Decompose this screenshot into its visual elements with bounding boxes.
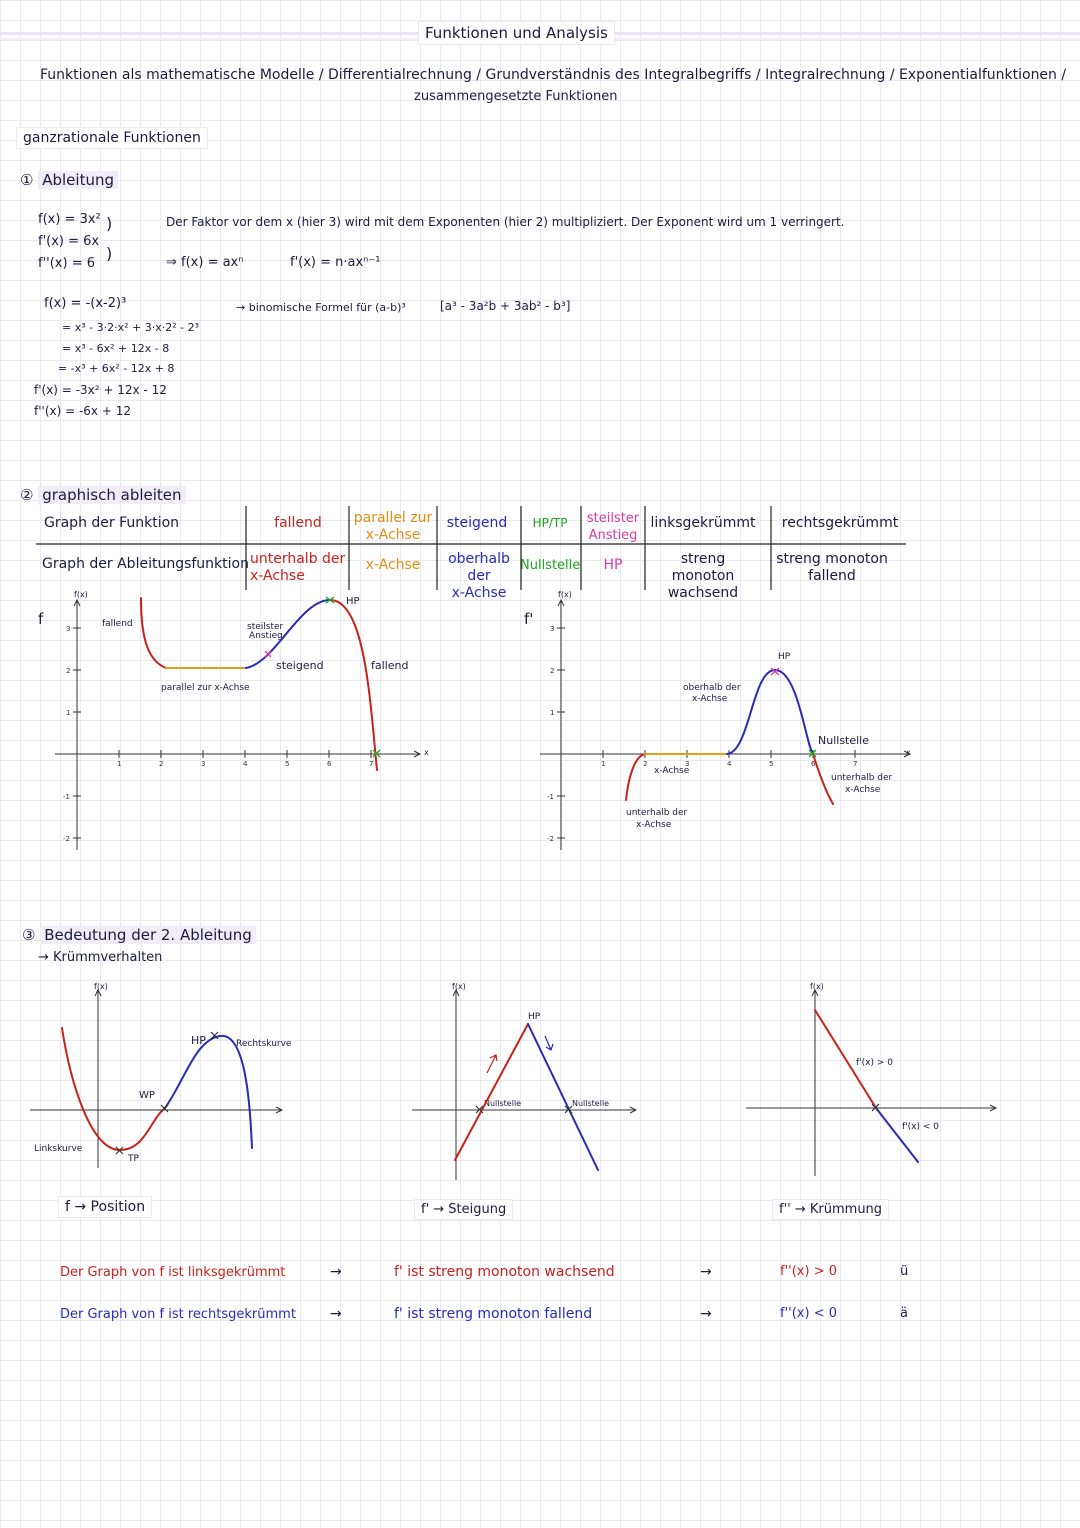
g2-ylab: f(x) xyxy=(558,590,572,599)
st-rechts: Der Graph von f ist rechtsgekrümmt xyxy=(60,1307,296,1322)
p3-curve-red xyxy=(815,1010,876,1108)
p2-markers xyxy=(476,1036,572,1113)
cell-nullstelle: Nullstelle xyxy=(520,558,581,573)
p3-ylab: f(x) xyxy=(810,982,824,991)
s1-binom-label: → binomische Formel für (a-b)³ xyxy=(236,301,406,314)
table-row2-head: Graph der Ableitungsfunktion xyxy=(42,556,249,572)
g2-xtick: 4 xyxy=(727,760,732,768)
arrow-2: → xyxy=(330,1306,342,1322)
g2-a-ober2: x-Achse xyxy=(692,694,728,704)
s1-ex-f1: f'(x) = -3x² + 12x - 12 xyxy=(34,383,167,397)
g2-ytick: 2 xyxy=(550,667,555,675)
arrow-3: → xyxy=(700,1264,712,1280)
section-title: ganzrationale Funktionen xyxy=(16,127,208,149)
g2-a-hp: HP xyxy=(778,652,791,662)
p1-rk: Rechtskurve xyxy=(236,1039,292,1049)
g1-ytick: -1 xyxy=(63,793,70,801)
p3-neg: f'(x) < 0 xyxy=(902,1122,939,1132)
topic-5: Exponentialfunktionen xyxy=(899,67,1057,83)
r-pos: f''(x) > 0 xyxy=(780,1264,837,1279)
g2-xtick: 2 xyxy=(643,760,648,768)
s1-brace-2: ) xyxy=(106,244,113,263)
s1-f: f(x) = 3x² xyxy=(38,212,101,227)
p2-hp: HP xyxy=(528,1012,541,1022)
g2-a-ober1: oberhalb der xyxy=(683,683,741,693)
p1-lk: Linkskurve xyxy=(34,1144,83,1154)
g2-curves xyxy=(626,670,833,804)
p1-wp: WP xyxy=(139,1090,155,1101)
g1-xtick: 6 xyxy=(327,760,332,768)
s1-rule-text: Der Faktor vor dem x (hier 3) wird mit dem Exponenten (hier 2) multipliziert. Der Exponent wird um 1 verringert. xyxy=(166,215,845,229)
frown-icon: ӓ xyxy=(900,1306,908,1321)
g1-xtick: 2 xyxy=(159,760,164,768)
g1-ticks xyxy=(73,628,374,838)
p2-curve-blue xyxy=(528,1024,598,1170)
cell-fallend: fallend xyxy=(274,515,322,531)
cell-xachse: x-Achse xyxy=(365,557,421,573)
cell-steilster: steilster Anstieg xyxy=(586,511,640,543)
p2-curve-red xyxy=(455,1024,528,1160)
g2-ytick: -1 xyxy=(547,793,554,801)
g1-xtick: 1 xyxy=(117,760,122,768)
g2-a-unter2: x-Achse xyxy=(845,785,881,795)
g2-xtick: 1 xyxy=(601,760,606,768)
p2-n1: Nullstelle xyxy=(484,1099,522,1108)
p2-axes xyxy=(412,990,636,1180)
s1-ex-f2: f''(x) = -6x + 12 xyxy=(34,404,131,418)
g1-ytick: 1 xyxy=(66,709,71,717)
r-neg: f''(x) < 0 xyxy=(780,1306,837,1321)
g2-ytick: -2 xyxy=(547,835,554,843)
s1-title: Ableitung xyxy=(38,171,118,189)
g2-xtick: 6 xyxy=(811,760,816,768)
g1-ytick: 2 xyxy=(66,667,71,675)
p1-curve-red xyxy=(62,1028,165,1150)
p2-curves xyxy=(455,1024,598,1170)
g1-markers xyxy=(265,597,380,757)
table-row1-head: Graph der Funktion xyxy=(44,515,180,531)
cell-links: linksgekrümmt xyxy=(650,515,756,531)
g1-xtick: 5 xyxy=(285,760,290,768)
g1-fn: f xyxy=(38,610,44,628)
p1-markers xyxy=(116,1032,218,1154)
p3-axes xyxy=(746,990,996,1176)
g1-tick-labels xyxy=(63,625,373,843)
page-title: Funktionen und Analysis xyxy=(418,21,615,45)
p2-arrow-up xyxy=(487,1055,497,1073)
cell-hp: HP xyxy=(603,557,623,573)
s1-binom: [a³ - 3a²b + 3ab² - b³] xyxy=(440,299,571,313)
topic-line: Funktionen als mathematische Modelle / Differentialrechnung / Grundverständnis des Integralbegriffs / Integralrechnung / Exponentialfunktionen / xyxy=(40,67,1067,83)
cell-unterhalb: unterhalb der x-Achse xyxy=(250,551,346,584)
s1-brace-1: ) xyxy=(106,214,113,233)
p1-ylab: f(x) xyxy=(94,982,108,991)
g1-axes xyxy=(55,600,420,850)
g1-xtick: 4 xyxy=(243,760,248,768)
arrow-4: → xyxy=(700,1306,712,1322)
g1-a-steil1: steilster xyxy=(247,622,284,632)
g1-ytick: 3 xyxy=(66,625,71,633)
box-position: f → Position xyxy=(58,1196,152,1218)
g2-ytick: 3 xyxy=(550,625,555,633)
p1-hp: HP xyxy=(191,1034,206,1047)
g2-xtick: 7 xyxy=(853,760,858,768)
g1-a-hp: HP xyxy=(346,596,360,607)
g1-a-steigend: steigend xyxy=(276,659,324,672)
topic-3: Grundverständnis des Integralbegriffs xyxy=(485,67,752,83)
p2-n2: Nullstelle xyxy=(572,1099,610,1108)
s1-number: ① xyxy=(20,171,34,189)
s1-ex-l1: = x³ - 3·2·x² + 3·x·2² - 2³ xyxy=(62,321,199,334)
st-links: Der Graph von f ist linksgekrümmt xyxy=(60,1265,286,1280)
g1-ylab: f(x) xyxy=(74,590,88,599)
cell-parallel: parallel zur x-Achse xyxy=(353,510,433,543)
p3-curves xyxy=(815,1010,918,1162)
g1-a-fallend: fallend xyxy=(102,619,133,629)
cell-fallend2: streng monoton fallend xyxy=(776,551,888,584)
topic-4: Integralrechnung xyxy=(765,67,886,83)
g2-tick-labels xyxy=(547,625,857,843)
p1-curve-blue xyxy=(165,1036,252,1148)
g2-a-null: Nullstelle xyxy=(818,734,870,747)
topic-6: zusammengesetzte Funktionen xyxy=(414,89,618,104)
s3-title: Bedeutung der 2. Ableitung xyxy=(40,926,256,944)
cell-oberhalb: oberhalb der x-Achse xyxy=(448,551,510,601)
s1-f1: f'(x) = 6x xyxy=(38,234,100,249)
s2-title: graphisch ableiten xyxy=(38,486,185,504)
p2-arrow-down xyxy=(545,1036,553,1050)
g1-a-parallel: parallel zur x-Achse xyxy=(161,683,250,693)
cell-rechts: rechtsgekrümmt xyxy=(781,515,899,531)
g2-curve-red-2 xyxy=(813,754,833,804)
s1-ex-l3: = -x³ + 6x² - 12x + 8 xyxy=(58,362,175,375)
s1-ex-f: f(x) = -(x-2)³ xyxy=(44,296,127,311)
cell-steigend: steigend xyxy=(446,515,508,531)
g1-curves xyxy=(141,598,377,770)
p1-axes xyxy=(30,990,282,1168)
g2-axes xyxy=(540,600,910,850)
g1-xtick: 7 xyxy=(369,760,374,768)
p1-curves xyxy=(62,1028,252,1150)
g1-xtick: 3 xyxy=(201,760,206,768)
g2-a-unterb2: x-Achse xyxy=(636,820,672,830)
s3-number: ③ xyxy=(22,926,36,944)
smile-icon: ü xyxy=(900,1264,909,1279)
g1-curve-red-1 xyxy=(141,598,166,668)
g2-xtick: 5 xyxy=(769,760,774,768)
topic-1: Funktionen als mathematische Modelle xyxy=(40,67,315,83)
topic-2: Differentialrechnung xyxy=(328,67,472,83)
cell-wachsend: streng monoton wachsend xyxy=(667,551,739,601)
g1-a-steil2: Anstieg xyxy=(249,631,283,641)
g1-ytick: -2 xyxy=(63,835,70,843)
s3-sub: → Krümmverhalten xyxy=(38,950,163,965)
mid-wachsend: f' ist streng monoton wachsend xyxy=(394,1264,615,1280)
s1-rule-f1: f'(x) = n·axⁿ⁻¹ xyxy=(290,255,381,270)
g1-xlab: x xyxy=(424,748,429,757)
cell-hptp: HP/TP xyxy=(532,516,568,530)
s1-f2: f''(x) = 6 xyxy=(38,256,95,271)
g1-curve-red-2 xyxy=(330,600,377,770)
p2-ylab: f(x) xyxy=(452,982,466,991)
g2-xlab: x xyxy=(906,748,911,757)
g1-curve-blue xyxy=(246,600,330,668)
p3-curve-blue xyxy=(876,1108,918,1162)
s1-ex-l2: = x³ - 6x² + 12x - 8 xyxy=(62,342,170,355)
p3-pos: f'(x) > 0 xyxy=(856,1058,893,1068)
g2-xtick: 3 xyxy=(685,760,690,768)
g2-ticks xyxy=(557,628,858,838)
g2-a-xachse: x-Achse xyxy=(654,766,690,776)
arrow-1: → xyxy=(330,1264,342,1280)
s1-rule-f: ⇒ f(x) = axⁿ xyxy=(166,255,244,270)
box-steigung: f' → Steigung xyxy=(414,1199,513,1220)
g2-curve-blue xyxy=(727,670,813,754)
g1-a-fallend2: fallend xyxy=(371,659,409,672)
g2-a-unterb1: unterhalb der xyxy=(626,808,688,818)
box-kruemmung: f'' → Krümmung xyxy=(772,1199,889,1220)
p1-tp: TP xyxy=(128,1154,139,1164)
g2-fn: f' xyxy=(524,610,534,628)
g2-a-unter1: unterhalb der xyxy=(831,773,893,783)
table-lines xyxy=(36,506,906,590)
g2-ytick: 1 xyxy=(550,709,555,717)
s2-number: ② xyxy=(20,486,34,504)
mid-fallend: f' ist streng monoton fallend xyxy=(394,1306,593,1322)
